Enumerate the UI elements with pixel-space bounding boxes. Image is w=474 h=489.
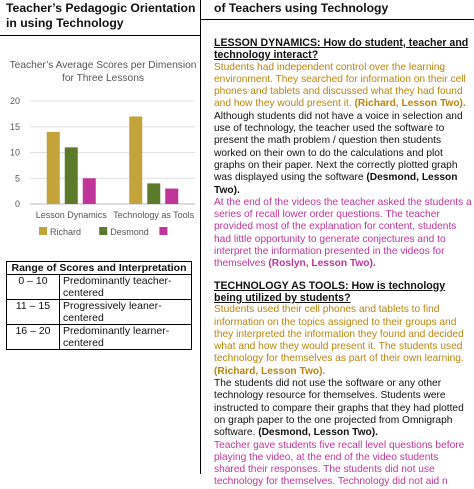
table-row bbox=[7, 275, 192, 300]
chart-title-line: Teacher’s Average Scores per Dimension bbox=[9, 60, 197, 71]
chart-title bbox=[10, 60, 197, 84]
table-row bbox=[7, 300, 192, 325]
range-cell: 16 – 20 bbox=[7, 325, 60, 350]
chart-bars bbox=[47, 116, 179, 204]
legend-swatch bbox=[159, 227, 167, 235]
legend-swatch bbox=[99, 227, 107, 235]
paragraph-text: Students had independent control over the learning environment. They searched for information on their cell phones and tablets and discussed what they had found and how they would present it. bbox=[214, 61, 466, 110]
bar bbox=[83, 178, 96, 204]
column-divider bbox=[200, 0, 201, 474]
paragraph bbox=[214, 62, 472, 111]
x-tick-label: Technology as Tools bbox=[113, 210, 195, 220]
interpretation-cell: Progressively leaner-centered bbox=[60, 300, 192, 325]
paragraph-text: Although students did not have a voice in selection and use of technology, the teacher used the software to present the math problem / question then students worked on their own to do the calculations and plot graphs on their paper. Next the correctly plotted graph was displayed using the software bbox=[214, 110, 463, 184]
legend-label: Desmond bbox=[110, 227, 149, 237]
legend-swatch bbox=[39, 227, 47, 235]
bar bbox=[129, 116, 142, 204]
range-cell: 11 – 15 bbox=[7, 300, 60, 325]
paragraph bbox=[214, 111, 472, 197]
x-tick-label: Lesson Dynamics bbox=[35, 210, 107, 220]
y-tick-label: 20 bbox=[9, 96, 20, 106]
left-column-header: Teacher’s Pedagogic Orientation in using Technology bbox=[6, 1, 196, 30]
paragraph bbox=[214, 304, 472, 378]
paragraph-text: At the end of the videos the teacher asked the students a series of recall lower order questions. The teacher provided most of the explanation for content, students had little opportunity to generate conjectures and to interpret the information presented in the videos for themselves bbox=[214, 196, 472, 270]
legend-label: Richard bbox=[50, 227, 82, 237]
chart-legend bbox=[39, 227, 167, 237]
citation: (Richard, Lesson Two). bbox=[214, 365, 326, 377]
average-scores-chart bbox=[0, 40, 200, 250]
y-tick-label: 10 bbox=[9, 147, 20, 158]
findings-column bbox=[214, 37, 472, 489]
paragraph-text: The students did not use the software or any other technology resource for themselves. Students were instructed to compare their graphs that they had plotted on graph paper to the one projected from Omnigraph software. bbox=[214, 378, 464, 439]
paragraph bbox=[214, 197, 472, 271]
section-title: TECHNOLOGY AS TOOLS: How is technology being utilized by students? bbox=[214, 279, 446, 304]
chart-title-line: for Three Lessons bbox=[62, 73, 144, 84]
paragraph-text: Students used their cell phones and tablets to find information on the topics assigned to their groups and they interpreted the information they found and decided what and how they would present it. The students used technology for themselves as part of their own learning. bbox=[214, 304, 464, 365]
section-title: LESSON DYNAMICS: How do student, teacher and technology interact? bbox=[214, 37, 469, 62]
right-header-rule bbox=[201, 19, 474, 20]
paragraph-text: Teacher gave students five recall level questions before playing the video, at the end of the video students shared their responses. The students did not use technology for themselves. Technology did not aid n bbox=[214, 439, 465, 488]
citation: (Desmond, Lesson Two). bbox=[258, 427, 378, 439]
y-tick-label: 15 bbox=[9, 121, 20, 132]
bar bbox=[147, 183, 160, 204]
paragraph bbox=[214, 378, 472, 439]
bar bbox=[47, 132, 60, 204]
table-row bbox=[7, 325, 192, 350]
right-column-header: of Teachers using Technology bbox=[214, 1, 389, 15]
paragraph bbox=[214, 440, 472, 489]
citation: (Desmond, Lesson Two). bbox=[214, 172, 458, 196]
y-tick-label: 0 bbox=[14, 199, 20, 209]
interpretation-cell: Predominantly teacher-centered bbox=[60, 275, 192, 300]
citation: (Richard, Lesson Two). bbox=[354, 98, 466, 110]
interpretation-cell: Predominantly learner-centered bbox=[60, 325, 192, 350]
citation: (Roslyn, Lesson Two). bbox=[268, 258, 376, 270]
bar bbox=[65, 147, 78, 204]
y-tick-label: 5 bbox=[14, 173, 20, 184]
range-table-header: Range of Scores and Interpretation bbox=[7, 262, 192, 275]
bar bbox=[165, 189, 178, 204]
left-header-rule bbox=[0, 35, 200, 36]
score-range-table bbox=[6, 261, 192, 350]
range-cell: 0 – 10 bbox=[7, 275, 60, 300]
